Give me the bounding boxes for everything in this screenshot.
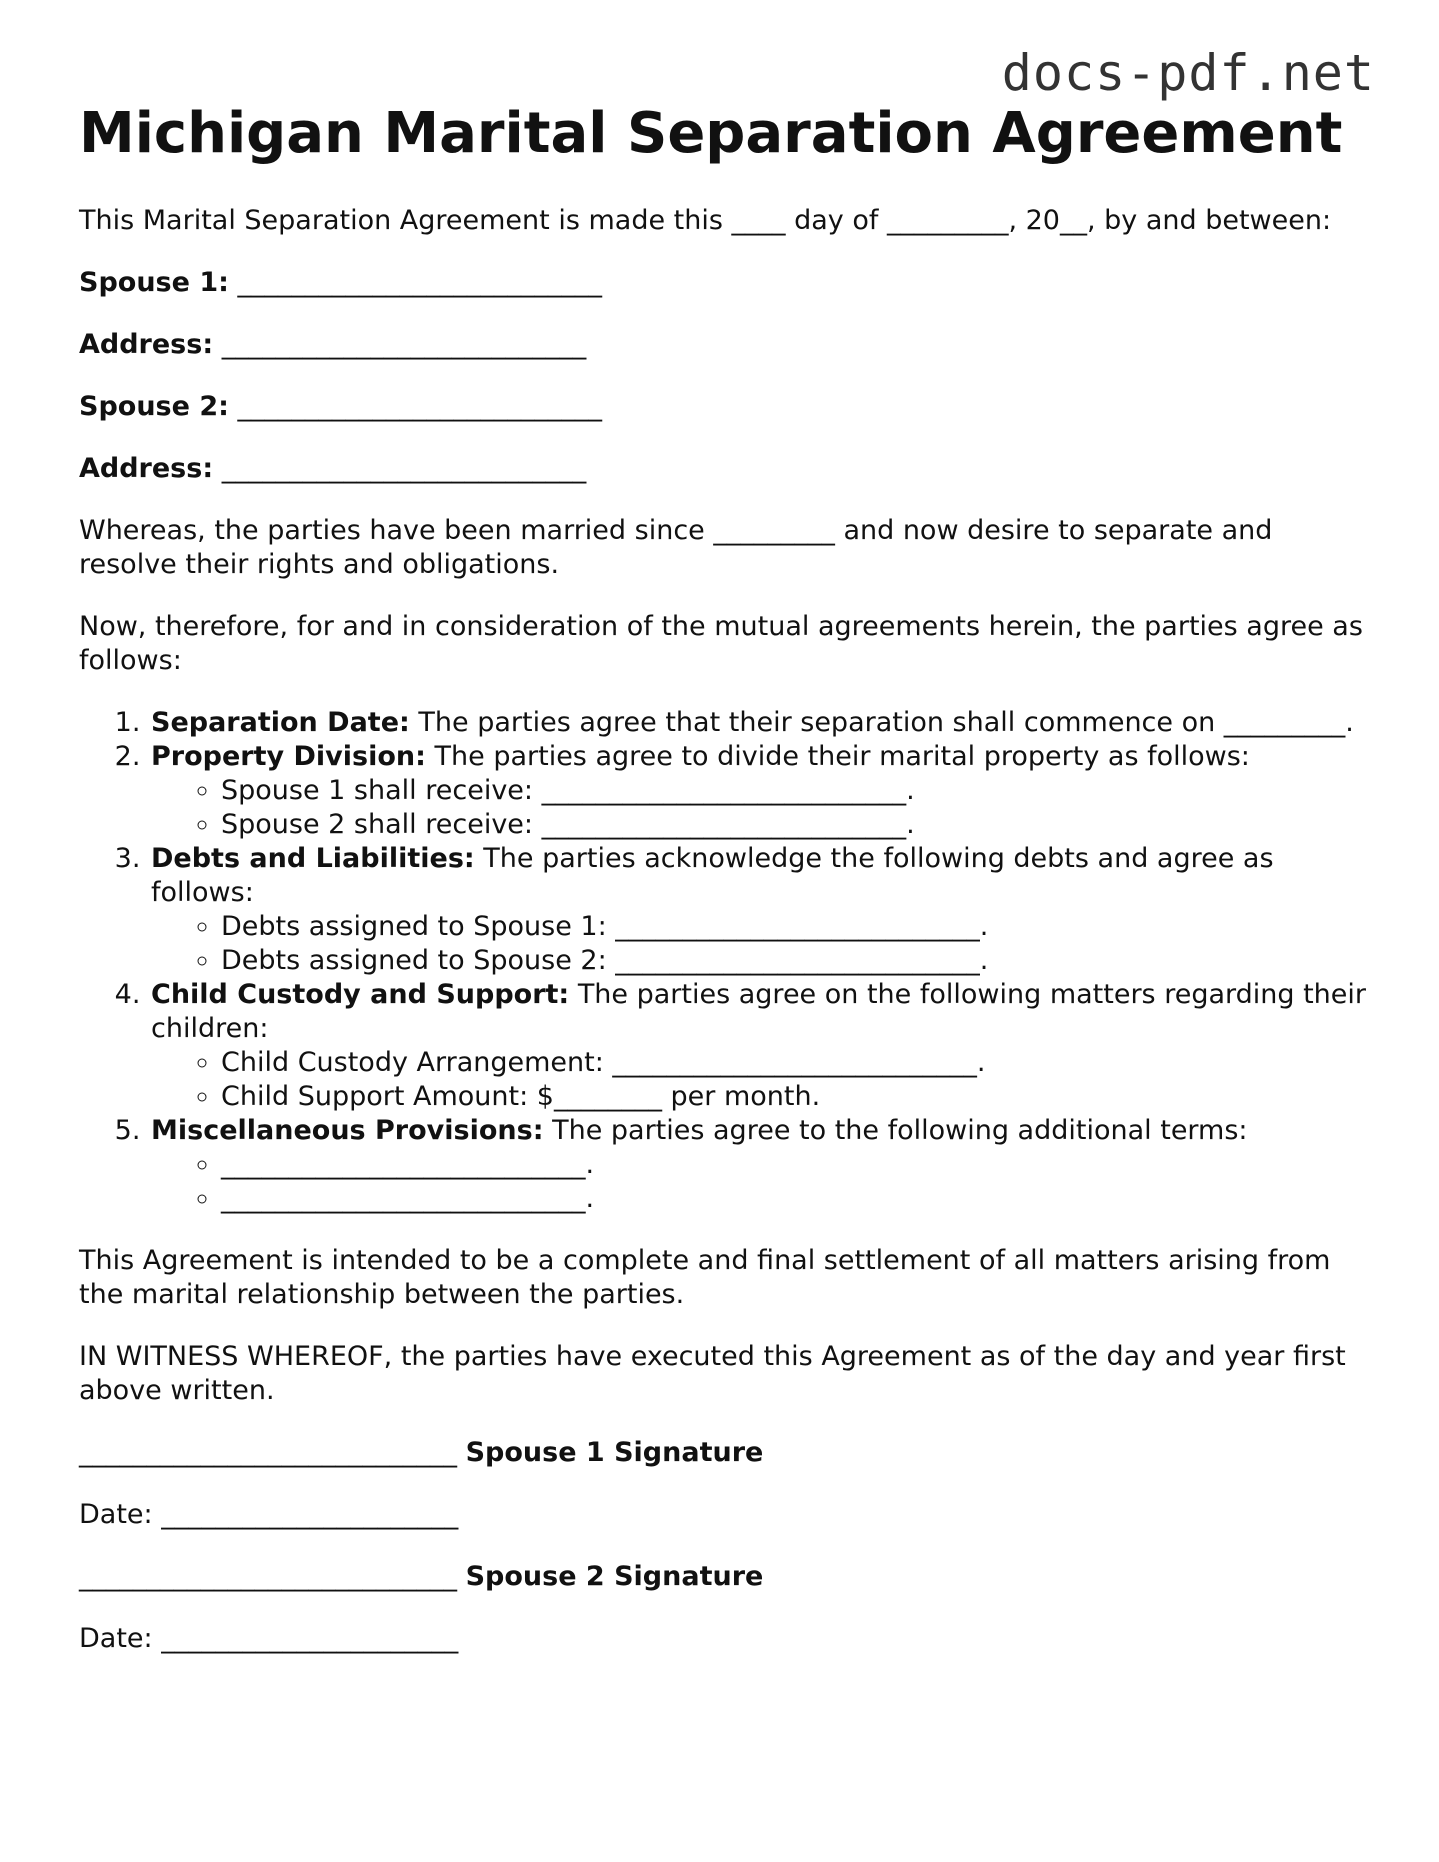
address-2-field (79, 452, 1369, 486)
sub-item: ◦ Child Support Amount: $________ per month. (221, 1080, 1369, 1114)
witness-paragraph: IN WITNESS WHEREOF, the parties have executed this Agreement as of the day and year first above written. (79, 1341, 1346, 1406)
signature-label: Spouse 2 Signature (465, 1561, 764, 1592)
list-item (149, 978, 1369, 1114)
sub-item: ◦ Spouse 2 shall receive: ___________________________. (221, 808, 1369, 842)
term-heading: Miscellaneous Provisions: (151, 1115, 544, 1146)
spouse-2-signature-line (79, 1560, 1369, 1594)
field-label: Address: (79, 453, 214, 484)
sub-item: ◦ Debts assigned to Spouse 1: ___________________________. (221, 910, 1369, 944)
sub-item: ◦ Spouse 1 shall receive: ___________________________. (221, 774, 1369, 808)
spouse-1-field (79, 266, 1369, 300)
spouse-2-field (79, 390, 1369, 424)
signature-blank[interactable]: ____________________________ (79, 1437, 457, 1468)
term-text: The parties agree to divide their marital property as follows: (425, 741, 1250, 772)
term-text: The parties agree on the following matters regarding their children: (151, 979, 1367, 1044)
spouse-2-blank[interactable]: ___________________________ (237, 391, 603, 422)
list-item (149, 1114, 1369, 1216)
now-therefore-paragraph: Now, therefore, for and in consideration of the mutual agreements herein, the parties agree as follows: (79, 611, 1363, 676)
date-label: Date: (79, 1499, 153, 1530)
field-label: Spouse 1: (79, 267, 229, 298)
date-blank[interactable]: ______________________ (161, 1499, 459, 1530)
spouse-2-date-line (79, 1622, 1369, 1656)
address-2-blank[interactable]: ___________________________ (221, 453, 587, 484)
date-blank[interactable]: ______________________ (161, 1623, 459, 1654)
term-heading: Child Custody and Support: (151, 979, 570, 1010)
date-label: Date: (79, 1623, 153, 1654)
signature-label: Spouse 1 Signature (465, 1437, 764, 1468)
term-text: The parties agree to the following additional terms: (543, 1115, 1248, 1146)
term-text: The parties acknowledge the following debts and agree as follows: (151, 843, 1274, 908)
list-item (149, 740, 1369, 842)
term-heading: Separation Date: (151, 707, 410, 738)
term-heading: Property Division: (151, 741, 426, 772)
document-page (79, 102, 1369, 1656)
sub-item: ◦ ___________________________. (221, 1182, 1369, 1216)
whereas-paragraph: Whereas, the parties have been married since _________ and now desire to separate and resolve their rights and obligations. (79, 515, 1273, 580)
spouse-1-signature-line (79, 1436, 1369, 1470)
sub-list (151, 1046, 1369, 1114)
term-text: The parties agree that their separation shall commence on _________. (409, 707, 1354, 738)
sub-list (151, 910, 1369, 978)
sub-item: ◦ ___________________________. (221, 1148, 1369, 1182)
term-heading: Debts and Liabilities: (151, 843, 475, 874)
watermark: docs-pdf.net (1001, 44, 1375, 102)
address-1-blank[interactable]: ___________________________ (221, 329, 587, 360)
field-label: Spouse 2: (79, 391, 229, 422)
spouse-1-date-line (79, 1498, 1369, 1532)
sub-item: ◦ Child Custody Arrangement: ___________________________. (221, 1046, 1369, 1080)
address-1-field (79, 328, 1369, 362)
field-label: Address: (79, 329, 214, 360)
intro-paragraph: This Marital Separation Agreement is made this ____ day of _________, 20__, by and between: (79, 205, 1332, 236)
sub-list (151, 1148, 1369, 1216)
list-item (149, 706, 1369, 740)
spouse-1-blank[interactable]: ___________________________ (237, 267, 603, 298)
sub-list (151, 774, 1369, 842)
sub-item: ◦ Debts assigned to Spouse 2: ___________________________. (221, 944, 1369, 978)
list-item (149, 842, 1369, 978)
agreement-terms-list (79, 706, 1369, 1216)
page-title: Michigan Marital Separation Agreement (79, 101, 1343, 166)
complete-settlement-paragraph: This Agreement is intended to be a complete and final settlement of all matters arising from the marital relationship between the parties. (79, 1245, 1331, 1310)
signature-blank[interactable]: ____________________________ (79, 1561, 457, 1592)
